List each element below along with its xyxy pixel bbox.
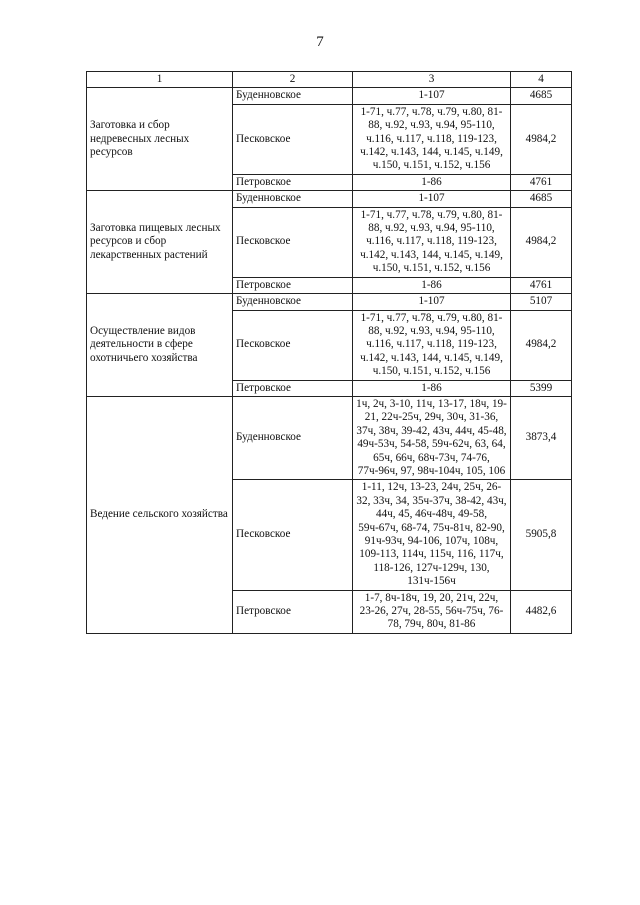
area-cell: 5107	[511, 294, 572, 310]
area-cell: 4685	[511, 191, 572, 207]
district-cell: Песковское	[233, 207, 353, 277]
quarters-cell: 1-107	[353, 88, 511, 104]
header-cell-3: 3	[353, 72, 511, 88]
header-cell-2: 2	[233, 72, 353, 88]
quarters-cell: 1-86	[353, 174, 511, 190]
quarters-cell: 1-107	[353, 294, 511, 310]
header-row	[87, 72, 572, 88]
district-cell: Песковское	[233, 104, 353, 174]
header-cell-1: 1	[87, 72, 233, 88]
area-cell: 4984,2	[511, 104, 572, 174]
area-cell: 3873,4	[511, 396, 572, 479]
header-cell-4: 4	[511, 72, 572, 88]
district-cell: Петровское	[233, 590, 353, 633]
land-use-table	[86, 71, 572, 634]
district-cell: Буденновское	[233, 88, 353, 104]
quarters-cell: 1-71, ч.77, ч.78, ч.79, ч.80, 81-88, ч.92, ч.93, ч.94, 95-110, ч.116, ч.117, ч.118, 119-123, ч.142, ч.143, 144, ч.145, ч.149, ч.150, ч.151, ч.152, ч.156	[353, 310, 511, 380]
quarters-cell: 1-86	[353, 277, 511, 293]
area-cell: 5399	[511, 380, 572, 396]
area-cell: 4482,6	[511, 590, 572, 633]
page-number: 7	[316, 34, 324, 50]
district-cell: Петровское	[233, 380, 353, 396]
table-row	[87, 294, 572, 310]
district-cell: Буденновское	[233, 396, 353, 479]
district-cell: Песковское	[233, 310, 353, 380]
quarters-cell: 1ч, 2ч, 3-10, 11ч, 13-17, 18ч, 19-21, 22ч-25ч, 29ч, 30ч, 31-36, 37ч, 38ч, 39-42, 43ч, 44ч, 45-48, 49ч-53ч, 54-58, 59ч-62ч, 63, 64, 65ч, 66ч, 68ч-73ч, 74-76, 77ч-96ч, 97, 98ч-104ч, 105, 106	[353, 396, 511, 479]
activity-cell: Ведение сельского хозяйства	[87, 396, 233, 633]
area-cell: 4685	[511, 88, 572, 104]
area-cell: 4984,2	[511, 207, 572, 277]
area-cell: 4984,2	[511, 310, 572, 380]
district-cell: Песковское	[233, 480, 353, 590]
activity-cell: Заготовка пищевых лесных ресурсов и сбор лекарственных растений	[87, 191, 233, 294]
quarters-cell: 1-7, 8ч-18ч, 19, 20, 21ч, 22ч, 23-26, 27ч, 28-55, 56ч-75ч, 76-78, 79ч, 80ч, 81-86	[353, 590, 511, 633]
quarters-cell: 1-107	[353, 191, 511, 207]
district-cell: Буденновское	[233, 294, 353, 310]
area-cell: 5905,8	[511, 480, 572, 590]
table-row	[87, 191, 572, 207]
quarters-cell: 1-71, ч.77, ч.78, ч.79, ч.80, 81-88, ч.92, ч.93, ч.94, 95-110, ч.116, ч.117, ч.118, 119-123, ч.142, ч.143, 144, ч.145, ч.149, ч.150, ч.151, ч.152, ч.156	[353, 104, 511, 174]
quarters-cell: 1-71, ч.77, ч.78, ч.79, ч.80, 81-88, ч.92, ч.93, ч.94, 95-110, ч.116, ч.117, ч.118, 119-123, ч.142, ч.143, 144, ч.145, ч.149, ч.150, ч.151, ч.152, ч.156	[353, 207, 511, 277]
area-cell: 4761	[511, 174, 572, 190]
quarters-cell: 1-86	[353, 380, 511, 396]
activity-cell: Осуществление видов деятельности в сфере охотничьего хозяйства	[87, 294, 233, 397]
table-row	[87, 396, 572, 479]
activity-cell: Заготовка и сбор недревесных лесных ресурсов	[87, 88, 233, 191]
district-cell: Буденновское	[233, 191, 353, 207]
district-cell: Петровское	[233, 174, 353, 190]
district-cell: Петровское	[233, 277, 353, 293]
table-row	[87, 88, 572, 104]
quarters-cell: 1-11, 12ч, 13-23, 24ч, 25ч, 26-32, 33ч, 34, 35ч-37ч, 38-42, 43ч, 44ч, 45, 46ч-48ч, 49-58, 59ч-67ч, 68-74, 75ч-81ч, 82-90, 91ч-93ч, 94-106, 107ч, 108ч, 109-113, 114ч, 115ч, 116, 117ч, 118-126, 127ч-129ч, 130, 131ч-156ч	[353, 480, 511, 590]
area-cell: 4761	[511, 277, 572, 293]
